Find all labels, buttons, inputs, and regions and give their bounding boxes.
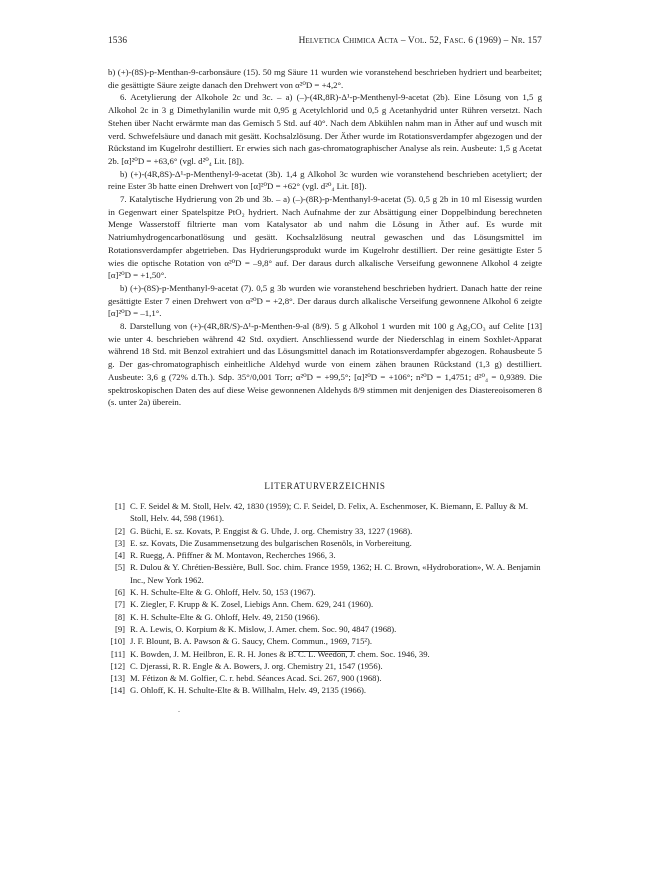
reference-text: R. A. Lewis, O. Korpium & K. Mislow, J. Amer. chem. Soc. 90, 4847 (1968). bbox=[130, 623, 397, 634]
reference-text: J. F. Blount, B. A. Pawson & G. Saucy, Chem. Commun., 1969, 715²). bbox=[130, 636, 372, 647]
end-rule bbox=[293, 651, 355, 652]
reference-number: [7] bbox=[114, 599, 125, 610]
reference-text: E. sz. Kovats, Die Zusammensetzung des bulgarischen Rosenöls, in Vorbereitung. bbox=[130, 537, 412, 548]
reference-number: [3] bbox=[114, 537, 125, 548]
reference-number: [10] bbox=[110, 636, 125, 647]
reference-number: [1] bbox=[114, 501, 125, 511]
reference-item bbox=[108, 537, 542, 549]
running-head: Helvetica Chimica Acta – Vol. 52, Fasc. 6 (1969) – Nr. 157 bbox=[298, 36, 542, 46]
reference-number: [2] bbox=[114, 525, 125, 536]
reference-item bbox=[108, 648, 542, 660]
reference-item bbox=[108, 561, 542, 586]
reference-item bbox=[108, 500, 542, 525]
reference-number: [4] bbox=[114, 550, 125, 561]
reference-text: G. Ohloff, K. H. Schulte-Elte & B. Willhalm, Helv. 49, 2135 (1966). bbox=[130, 685, 367, 696]
reference-item bbox=[108, 635, 542, 647]
reference-item bbox=[108, 660, 542, 672]
reference-number: [5] bbox=[114, 562, 125, 573]
reference-item bbox=[108, 586, 542, 598]
reference-text: C. F. Seidel & M. Stoll, Helv. 42, 1830 (1959); C. F. Seidel, D. Felix, A. Eschenmoser, K. Biemann, E. Palluy & M. Stoll, Helv. 44, 598 (1961). bbox=[130, 501, 529, 524]
reference-item bbox=[108, 684, 542, 696]
page-number: 1536 bbox=[108, 36, 128, 46]
experimental-section bbox=[108, 66, 542, 409]
reference-number: [6] bbox=[114, 587, 125, 598]
reference-item bbox=[108, 549, 542, 561]
reference-item bbox=[108, 672, 542, 684]
reference-number: [12] bbox=[110, 660, 125, 671]
reference-text: M. Fétizon & M. Golfier, C. r. hebd. Séances Acad. Sci. 267, 900 (1968). bbox=[130, 673, 382, 684]
paragraph-7b-menthanyl-acetat: b) (+)-(8S)-p-Menthanyl-9-acetat (7). 0,5 g 3b wurden wie voranstehend beschrieben hydriert. Danach hatte der reine gesättigte Ester 7 einen Drehwert von α²⁰D = +2,8°. Der daraus durch alkalische Verseifung gewonnene Alkohol 6 zeigte [α]²⁰D = –1,1°. bbox=[108, 282, 542, 319]
reference-text: R. Ruegg, A. Pfiffner & M. Montavon, Recherches 1966, 3. bbox=[130, 550, 336, 561]
reference-text: C. Djerassi, R. R. Engle & A. Bowers, J. org. Chemistry 21, 1547 (1956). bbox=[130, 660, 383, 671]
paragraph-5b-menthan-carbonsaeure: b) (+)-(8S)-p-Menthan-9-carbonsäure (15). 50 mg Säure 11 wurden wie voranstehend beschrieben hydriert und bearbeitet; die gesättigte Säure zeigte danach den Drehwert von α²⁰D = +4,2°. bbox=[108, 67, 542, 90]
reference-text: R. Dulou & Y. Chrétien-Bessière, Bull. Soc. chim. France 1959, 1362; H. C. Brown, «Hydroboration», W. A. Benjamin Inc., New York 1962. bbox=[130, 562, 541, 585]
reference-text: K. Bowden, J. M. Heilbron, E. R. H. Jones & B. C. L. Weedon, J. chem. Soc. 1946, 39. bbox=[130, 648, 430, 659]
reference-text: G. Büchi, E. sz. Kovats, P. Enggist & G. Uhde, J. org. Chemistry 33, 1227 (1968). bbox=[130, 525, 413, 536]
reference-number: [11] bbox=[111, 648, 125, 659]
reference-text: K. H. Schulte-Elte & G. Ohloff, Helv. 49, 2150 (1966). bbox=[130, 611, 320, 622]
paragraph-6a-acetylierung: 6. Acetylierung der Alkohole 2c und 3c. – a) (–)-(4R,8R)-Δ¹-p-Menthenyl-9-acetat (2b). Eine Lösung von 1,5 g Alkohol 2c in 3 g Dimethylanilin wurde mit 0,95 g Acetylchlorid und 0,5 g Acetanhydrid unter Rühren versetzt. Nach Stehen über Nacht erwärmte man das Gemisch 5 Std. auf 40°. Nach dem Abkühlen nahm man in Äther auf und wusch mit verd. Schwefelsäure und danach mit gesätt. Kochsalzlösung. Der Äther wurde im Rotationsverdampfer abgezogen und der Rückstand im Kugelrohr destilliert. Er erwies sich nach gas-chromatographischer Analyse als rein. Ausbeute: 1,5 g Acetat 2b. [α]²⁰D = +63,6° (vgl. d²⁰₄ Lit. [8]). bbox=[108, 92, 542, 166]
reference-item bbox=[108, 611, 542, 623]
paragraph-8-darstellung: 8. Darstellung von (+)-(4R,8R/S)-Δ¹-p-Menthen-9-al (8/9). 5 g Alkohol 1 wurden mit 100 g Ag₂CO₃ auf Celite [13] wie unter 4. beschrieben während 42 Std. oxydiert. Anschliessend wurde der Niederschlag in einem Soxhlet-Apparat während 18 Std. mit Benzol extrahiert und das Lösungsmittel danach im Rotationsverdampfer abgezogen. Rohausbeute 5 g. Der gas-chromatographisch einheitliche Aldehyd wurde von einem zähen braunen Rückstand (1,3 g) destilliert. Ausbeute: 3,6 g (72% d.Th.). Sdp. 35°/0,001 Torr; α²⁰D = +99,5°; [α]²⁰D = +106°; n²⁰D = 1,4751; d²⁰₄ = 0,9389. Die spektroskopischen Daten des auf diese Weise gewonnenen Aldehyds 8/9 stimmen mit denjenigen des Diastereoisomeren 8 (s. unter 2a) überein. bbox=[108, 321, 542, 408]
paragraph-7a-hydrierung: 7. Katalytische Hydrierung von 2b und 3b. – a) (–)-(8R)-p-Menthanyl-9-acetat (5). 0,5 g 2b in 10 ml Eisessig wurden in Gegenwart einer Spatelspitze PtO₂ hydriert. Nach Aufnahme der zur Absättigung einer Doppelbindung berechneten Menge Wasserstoff filtrierte man vom Katalysator ab und nahm die Lösung in Äther auf. Es wurde mit Natriumhydrogencarbonatlösung und gesätt. Kochsalzlösung neutral gewaschen und das Lösungsmittel im Rotationsverdampfer abgetrieben. Das Hydrierungsprodukt wurde im Kugelrohr destilliert. Der reine gesättigte Ester 5 wies die optische Rotation von α²⁰D = –9,8° auf. Der daraus durch alkalische Verseifung gewonnene Alkohol 4 zeigte [α]²⁰D = +1,50°. bbox=[108, 194, 542, 281]
reference-item bbox=[108, 525, 542, 537]
reference-number: [8] bbox=[114, 611, 125, 622]
references-heading: LITERATURVERZEICHNIS bbox=[264, 481, 386, 491]
reference-list bbox=[108, 500, 542, 697]
reference-text: K. H. Schulte-Elte & G. Ohloff, Helv. 50, 153 (1967). bbox=[130, 587, 316, 598]
reference-item bbox=[108, 598, 542, 610]
reference-number: [13] bbox=[110, 673, 125, 684]
reference-item bbox=[108, 623, 542, 635]
paragraph-6b-menthenyl-acetat: b) (+)-(4R,8S)-Δ¹-p-Menthenyl-9-acetat (3b). 1,4 g Alkohol 3c wurden wie voranstehend beschrieben acetyliert; der reine Ester 3b hatte einen Drehwert von [α]²⁰D = +62° (vgl. d²⁰₄ Lit. [8]). bbox=[108, 168, 542, 192]
reference-text: K. Ziegler, F. Krupp & K. Zosel, Liebigs Ann. Chem. 629, 241 (1960). bbox=[130, 599, 374, 610]
reference-number: [14] bbox=[110, 685, 125, 696]
page-header bbox=[108, 34, 542, 48]
scan-speck bbox=[178, 711, 180, 712]
reference-number: [9] bbox=[114, 623, 125, 634]
